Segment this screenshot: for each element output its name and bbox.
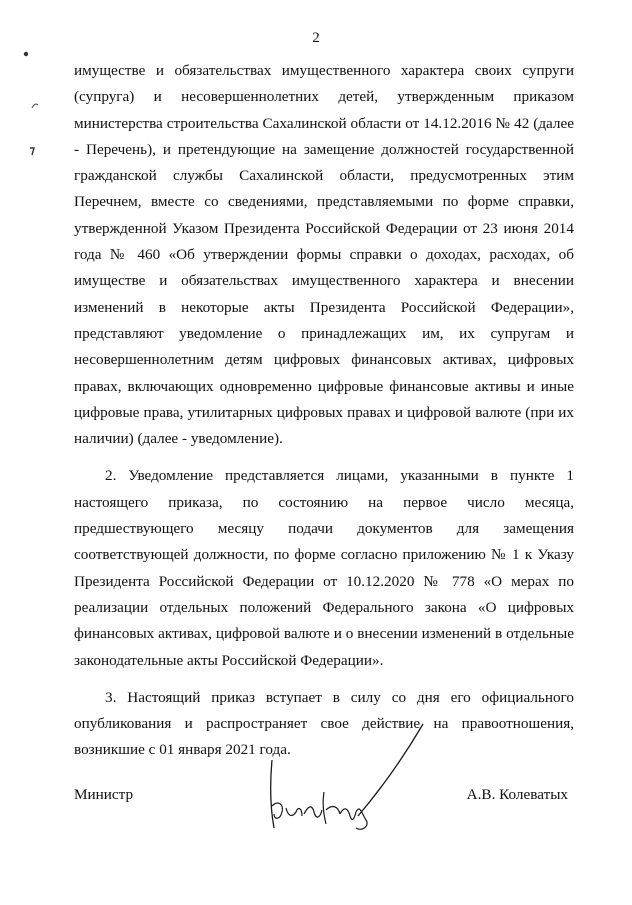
signer-position: Министр bbox=[74, 786, 134, 803]
document-body bbox=[74, 58, 574, 775]
signer-name: А.В. Колеватых bbox=[466, 786, 568, 803]
paragraph-2: 2. Уведомление представляется лицами, указанными в пункте 1 настоящего приказа, по состоянию на первое число месяца, предшествующего месяцу подачи документов для замещения соответствующей должности, по форме согласно приложению № 1 к Указу Президента Российской Федерации от 10.12.2020 № 778 «О мерах по реализации отдельных положений Федерального закона «О цифровых финансовых активах, цифровой валюте и о внесении изменений в отдельные законодательные акты Российской Федерации». bbox=[74, 467, 574, 669]
page-number: 2 bbox=[312, 30, 320, 46]
paragraph-1-continuation: имуществе и обязательствах имущественного характера своих супруги (супруга) и несовершеннолетних детей, утвержденным приказом министерства строительства Сахалинской области от 14.12.2016 № 42 (далее - Перечень), и претендующие на замещение должностей государственной гражданской службы Сахалинской области, предусмотренных этим Перечнем, вместе со сведениями, представляемыми по форме справки, утвержденной Указом Президента Российской Федерации от 23 июня 2014 года № 460 «Об утверждении формы справки о доходах, расходах, об имуществе и обязательствах имущественного характера и внесении изменений в некоторые акты Президента Российской Федерации», представляют уведомление о принадлежащих им, их супругам и несовершеннолетним детям цифровых финансовых активах, цифровых правах, включающих одновременно цифровые финансовые активы и иные цифровые права, утилитарных цифровых правах и цифровой валюте (при их наличии) (далее - уведомление). bbox=[74, 62, 574, 448]
paragraph-3: 3. Настоящий приказ вступает в силу со дня его официального опубликования и распространяет свое действие на правоотношения, возникшие с 01 января 2021 года. bbox=[74, 688, 574, 759]
scan-mark bbox=[28, 146, 36, 159]
scan-mark bbox=[30, 100, 40, 113]
handwritten-signature bbox=[258, 720, 428, 838]
scan-mark bbox=[22, 50, 30, 61]
